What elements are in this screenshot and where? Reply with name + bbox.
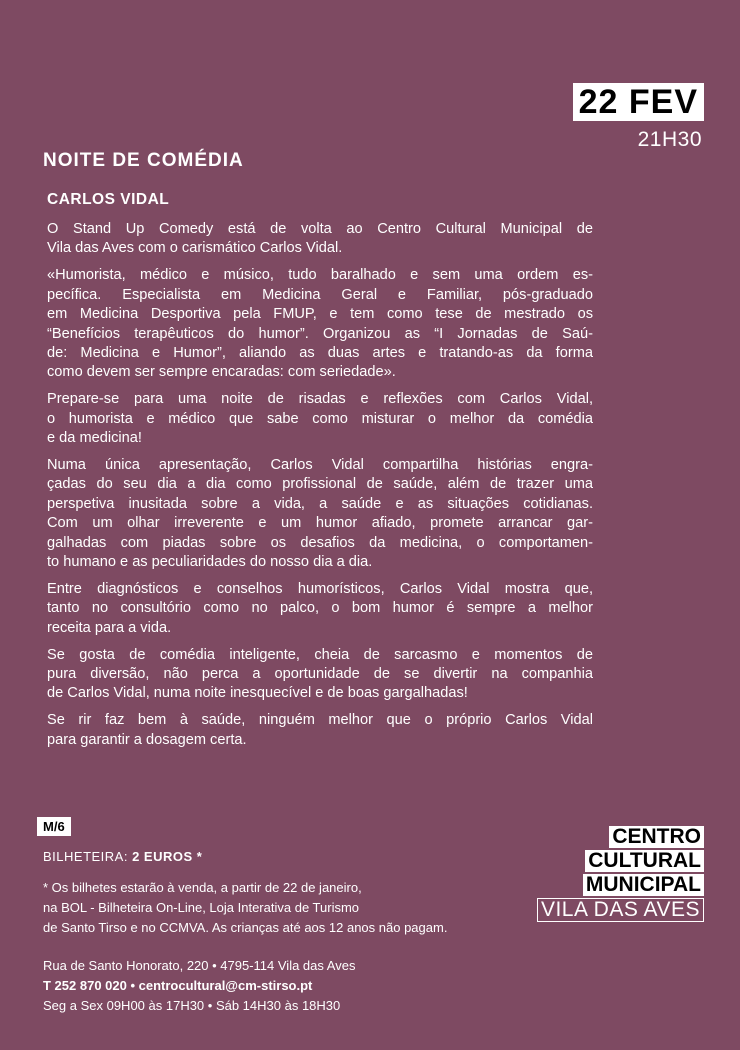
paragraph	[47, 456, 593, 572]
text-line: o humorista e médico que sabe como misturar o melhor da comédia	[47, 410, 593, 427]
text-line: to humano e as peculiaridades do nosso dia a dia.	[47, 554, 373, 570]
text-line: Entre diagnósticos e conselhos humorísticos, Carlos Vidal mostra que,	[47, 580, 593, 597]
logo-line: VILA DAS AVES	[537, 898, 704, 922]
paragraph	[47, 220, 593, 259]
note-line: na BOL - Bilheteira On-Line, Loja Interativa de Turismo	[43, 900, 360, 915]
text-line: Vila das Aves com o carismático Carlos Vidal.	[47, 240, 343, 257]
text-line: Se gosta de comédia inteligente, cheia de sarcasmo e momentos de	[47, 646, 593, 663]
event-time: 21H30	[637, 128, 702, 151]
paragraph	[47, 390, 593, 448]
text-line: pura diversão, não perca a oportunidade de se divertir na companhia	[47, 666, 593, 683]
text-line: O Stand Up Comedy está de volta ao Centro Cultural Municipal de	[47, 221, 593, 237]
text-line: galhadas com piadas sobre os desafios da medicina, o comportamen-	[47, 534, 593, 551]
age-rating-badge: M/6	[37, 817, 71, 836]
address: Rua de Santo Honorato, 220 • 4795-114 Vila das Aves	[43, 958, 356, 973]
text-line: perspetiva inusitada sobre a vida, a saúde e as situações cotidianas.	[47, 495, 593, 512]
text-line: Se rir faz bem à saúde, ninguém melhor que o próprio Carlos Vidal	[47, 712, 593, 729]
text-line: pecífica. Especialista em Medicina Geral e Familiar, pós-graduado	[47, 286, 593, 303]
event-description	[47, 220, 593, 758]
text-line: em Medicina Desportiva pela FMUP, e tem como tese de mestrado os	[47, 306, 593, 323]
paragraph	[47, 711, 593, 750]
opening-hours: Seg a Sex 09H00 às 17H30 • Sáb 14H30 às 18H30	[43, 998, 341, 1013]
paragraph	[47, 580, 593, 638]
text-line: e da medicina!	[47, 430, 142, 447]
text-line: de: Medicina e Humor”, aliando as duas artes e tratando-as da forma	[47, 344, 593, 361]
text-line: çadas do seu dia a dia como profissional de saúde, além de trazer uma	[47, 476, 593, 493]
text-line: Prepare-se para uma noite de risadas e reflexões com Carlos Vidal,	[47, 391, 593, 408]
text-line: de Carlos Vidal, numa noite inesquecível e de boas gargalhadas!	[47, 685, 468, 702]
logo-line: CULTURAL	[585, 850, 704, 872]
venue-info	[43, 956, 355, 1016]
text-line: “Benefícios terapêuticos do humor”. Organizou as “I Jornadas de Saú-	[47, 325, 593, 342]
contact: T 252 870 020 • centrocultural@cm-stirso.pt	[43, 978, 313, 993]
logo-line: MUNICIPAL	[583, 874, 704, 896]
note-line: * Os bilhetes estarão à venda, a partir de 22 de janeiro,	[43, 880, 362, 895]
performer-name: CARLOS VIDAL	[47, 191, 170, 208]
text-line: para garantir a dosagem certa.	[47, 731, 247, 748]
text-line: receita para a vida.	[47, 619, 172, 636]
ticket-label: BILHETEIRA:	[43, 849, 133, 864]
ticket-price	[43, 849, 202, 864]
venue-logo	[537, 826, 704, 924]
text-line: Com um olhar irreverente e um humor afiado, promete arrancar gar-	[47, 515, 593, 532]
event-title: NOITE DE COMÉDIA	[43, 150, 244, 171]
text-line: «Humorista, médico e músico, tudo baralhado e sem uma ordem es-	[47, 267, 593, 284]
event-date: 22 FEV	[573, 83, 704, 121]
text-line: tanto no consultório como no palco, o bom humor é sempre a melhor	[47, 600, 593, 617]
logo-line: CENTRO	[609, 826, 704, 848]
ticket-note	[43, 878, 447, 938]
text-line: Numa única apresentação, Carlos Vidal compartilha histórias engra-	[47, 456, 593, 473]
paragraph	[47, 266, 593, 382]
paragraph	[47, 646, 593, 704]
note-line: de Santo Tirso e no CCMVA. As crianças até aos 12 anos não pagam.	[43, 920, 448, 935]
text-line: como devem ser sempre encaradas: com seriedade».	[47, 364, 396, 381]
ticket-price-value: 2 EUROS *	[132, 849, 203, 864]
